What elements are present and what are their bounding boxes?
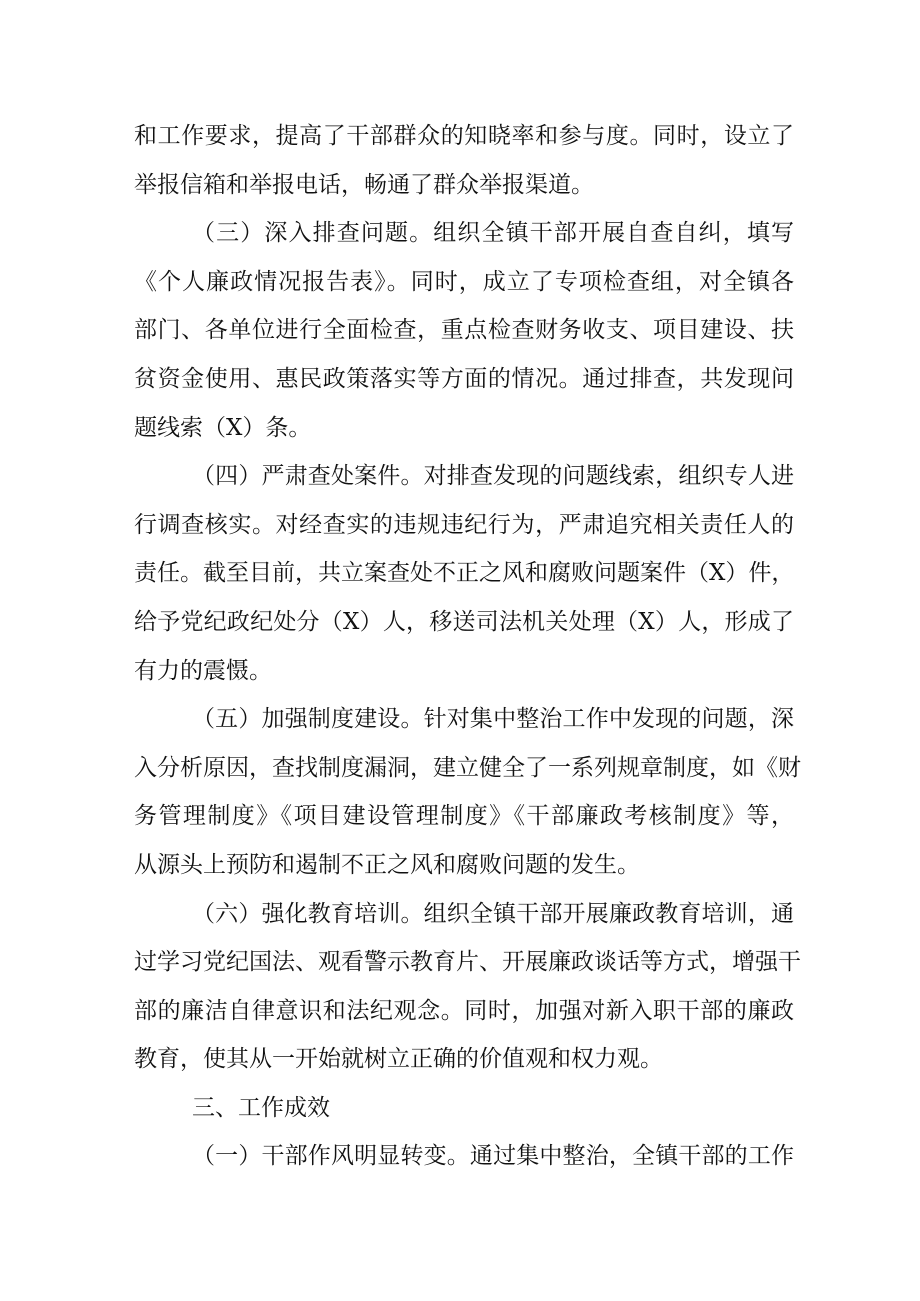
- text-line: （三）深入排查问题。组织全镇干部开展自查自纠，填写: [192, 220, 794, 247]
- text-line: 举报信箱和举报电话，畅通了群众举报渠道。: [134, 171, 594, 198]
- text-line: 给予党纪政纪处分（X）人，移送司法机关处理（X）人，形成了: [134, 608, 794, 635]
- paragraph-publicity-continued: [134, 112, 794, 209]
- text-line: 过学习党纪国法、观看警示教育片、开展廉政谈话等方式，增强干: [134, 949, 801, 976]
- text-line: （五）加强制度建设。针对集中整治工作中发现的问题，深: [192, 706, 794, 733]
- text-line: 从源头上预防和遏制不正之风和腐败问题的发生。: [134, 851, 640, 878]
- text-line: 教育，使其从一开始就树立正确的价值观和权力观。: [134, 1046, 663, 1073]
- section-heading-results: [134, 1084, 794, 1133]
- text-line: 部的廉洁自律意识和法纪观念。同时，加强对新入职干部的廉政: [134, 997, 794, 1024]
- paragraph-style-change: [134, 1132, 794, 1181]
- paragraph-handle-cases: [134, 452, 794, 695]
- text-line: 和工作要求，提高了干部群众的知晓率和参与度。同时，设立了: [134, 123, 794, 149]
- text-line: 部门、各单位进行全面检查，重点检查财务收支、项目建设、扶: [134, 317, 794, 344]
- paragraph-system-building: [134, 695, 801, 889]
- text-line: 务管理制度》《项目建设管理制度》《干部廉政考核制度》等，: [134, 803, 794, 830]
- text-line: 题线索（X）条。: [134, 414, 312, 441]
- text-line: 行调查核实。对经查实的违规违纪行为，严肃追究相关责任人的: [134, 511, 794, 538]
- text-line: 《个人廉政情况报告表》。同时，成立了专项检查组，对全镇各: [134, 268, 794, 295]
- paragraph-investigate-issues: [134, 209, 794, 452]
- text-line: 有力的震慑。: [134, 657, 272, 684]
- text-line: 贫资金使用、惠民政策落实等方面的情况。通过排查，共发现问: [134, 365, 794, 392]
- text-line: （一）干部作风明显转变。通过集中整治，全镇干部的工作: [192, 1143, 794, 1170]
- section-heading: 三、工作成效: [192, 1094, 330, 1121]
- text-line: 责任。截至目前，共立案查处不正之风和腐败问题案件（X）件，: [134, 560, 795, 587]
- document-body: [134, 112, 801, 1181]
- text-line: 入分析原因，查找制度漏洞，建立健全了一系列规章制度，如《财: [134, 754, 801, 781]
- text-line: （四）严肃查处案件。对排查发现的问题线索，组织专人进: [192, 463, 794, 490]
- paragraph-education-training: [134, 890, 801, 1084]
- text-line: （六）强化教育培训。组织全镇干部开展廉政教育培训，通: [192, 900, 794, 927]
